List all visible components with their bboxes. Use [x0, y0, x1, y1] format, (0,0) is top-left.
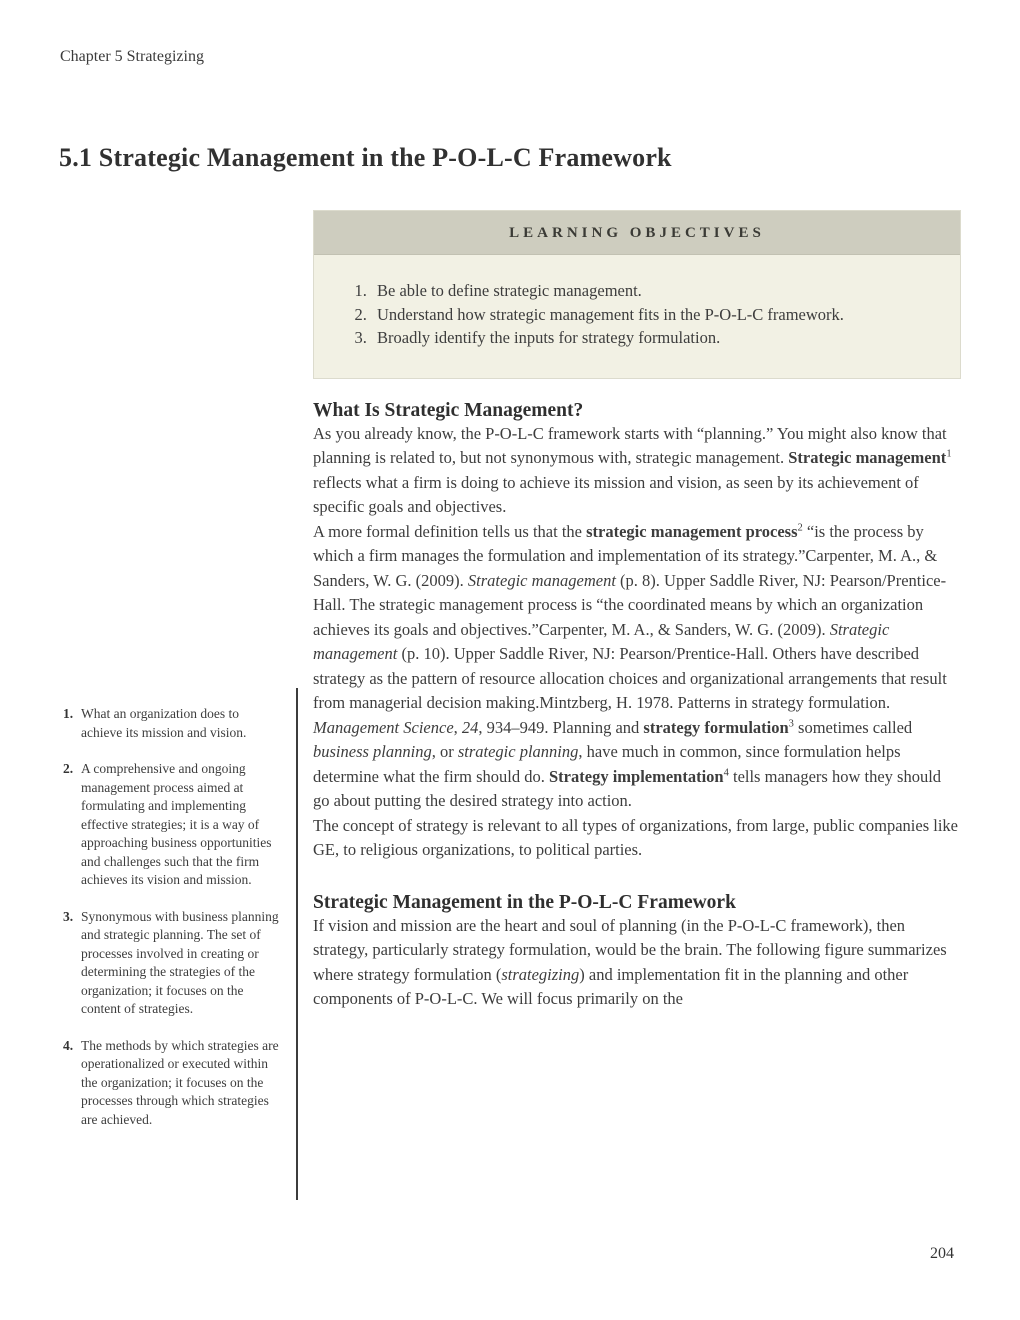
margin-note-number: 2. [63, 761, 74, 776]
text-segment: Management Science [313, 717, 454, 737]
learning-objective-item: 3. Broadly identify the inputs for strategy formulation. [371, 326, 930, 350]
text-segment: Strategy implementation [549, 766, 724, 786]
section-heading-polc-framework: Strategic Management in the P-O-L-C Framework [313, 891, 736, 913]
footnote-marker: 3 [788, 718, 794, 729]
margin-note [63, 908, 283, 1019]
paragraph-strategic-management-intro [313, 422, 961, 520]
page-title: 5.1 Strategic Management in the P-O-L-C Framework [59, 143, 672, 172]
margin-note-number: 3. [63, 908, 74, 924]
text-segment: Strategic management [467, 570, 616, 590]
footnote-marker: 1 [946, 448, 952, 460]
text-segment: A more formal definition tells us that the [313, 521, 587, 541]
text-segment: (p. 8). Upper Saddle River, NJ: Pearson/Prentice-Hall. The strategic management process is “the coordinated means by which an organization achieves its goals and objectives.”Carpenter, M. A., & Sanders, W. G. (2009). [313, 570, 947, 639]
text-segment: The concept of strategy is relevant to all types of organizations, from large, public companies like GE, to religious organizations, to political parties. [313, 815, 958, 859]
text-segment: strategy formulation [643, 717, 789, 737]
margin-note-text: Synonymous with business planning and strategic planning. The set of processes involved in creating or determining the strategies of the organization; it focuses on the content of strategies. [81, 908, 279, 1016]
text-segment: sometimes called [793, 717, 913, 737]
text-segment: , 934–949. Planning and [478, 717, 644, 737]
text-segment: business planning [313, 742, 432, 761]
learning-objectives-box [313, 210, 961, 379]
section-heading-what-is-strategic-management: What Is Strategic Management? [313, 399, 584, 421]
text-segment: 24 [461, 717, 479, 737]
margin-divider-rule [296, 688, 298, 1200]
text-segment: strategizing [501, 964, 580, 984]
margin-notes [63, 705, 283, 1147]
margin-note-number: 4. [63, 1037, 74, 1053]
text-segment: Strategic management [313, 619, 890, 663]
running-header: Chapter 5 Strategizing [60, 48, 204, 65]
text-segment: reflects what a firm is doing to achieve its mission and vision, as seen by its achievement of specific goals and objectives. [313, 472, 919, 516]
footnote-marker: 4 [723, 767, 729, 778]
text-segment: ) and implementation fit in the planning and other components of P-O-L-C. We will focus primarily on the [313, 964, 909, 1008]
text-segment: strategic planning [457, 742, 579, 761]
paragraph-concept-of-strategy [313, 814, 961, 863]
margin-note-text: What an organization does to achieve its mission and vision. [81, 706, 247, 740]
margin-note-text: A comprehensive and ongoing management process aimed at formulating and implementing effective strategies; it is a way of approaching business opportunities and challenges such that the firm achieves its vision and mission. [81, 761, 272, 887]
learning-objectives-list [314, 255, 960, 378]
learning-objective-item: 2. Understand how strategic management fits in the P-O-L-C framework. [371, 303, 930, 327]
margin-note-number: 1. [63, 706, 74, 721]
learning-objectives-title: LEARNING OBJECTIVES [314, 211, 960, 255]
margin-note [63, 1037, 283, 1130]
margin-note [63, 760, 283, 890]
text-segment: “is the process by which a firm manages the formulation and implementation of its strategy.”Carpenter, M. A., & Sanders, W. G. (2009). [313, 521, 938, 590]
margin-note [63, 705, 283, 742]
paragraph-vision-mission-brain [313, 914, 961, 1012]
text-segment: If vision and mission are the heart and soul of planning (in the P-O-L-C framework), then strategy, particularly strategy formulation, would be the brain. The following figure summarizes where strategy formulation ( [313, 915, 947, 984]
text-segment: (p. 10). Upper Saddle River, NJ: Pearson/Prentice-Hall. Others have described strategy as the pattern of resource allocation choices and organizational arrangements that result from managerial decision making.Mintzberg, H. 1978. Patterns in strategy formulation. [313, 644, 947, 712]
learning-objective-item: 1. Be able to define strategic management. [371, 279, 930, 303]
margin-note-text: The methods by which strategies are operationalized or executed within the organization; it focuses on the processes through which strategies are achieved. [81, 1037, 279, 1127]
main-content [313, 0, 961, 1012]
paragraph-formal-definition [313, 520, 961, 814]
footnote-marker: 2 [797, 522, 803, 533]
text-segment: , or [431, 742, 458, 761]
text-segment: , [453, 717, 462, 737]
text-segment: , have much in common, since formulation helps determine what the firm should do. [313, 742, 901, 786]
text-segment: strategic management process [586, 521, 798, 541]
text-segment: Strategic management [788, 448, 947, 467]
page-number: 204 [930, 1245, 954, 1262]
text-segment: tells managers how they should go about putting the desired strategy into action. [313, 766, 942, 810]
text-segment: As you already know, the P-O-L-C framework starts with “planning.” You might also know that planning is related to, but not synonymous with, strategic management. [313, 423, 947, 467]
